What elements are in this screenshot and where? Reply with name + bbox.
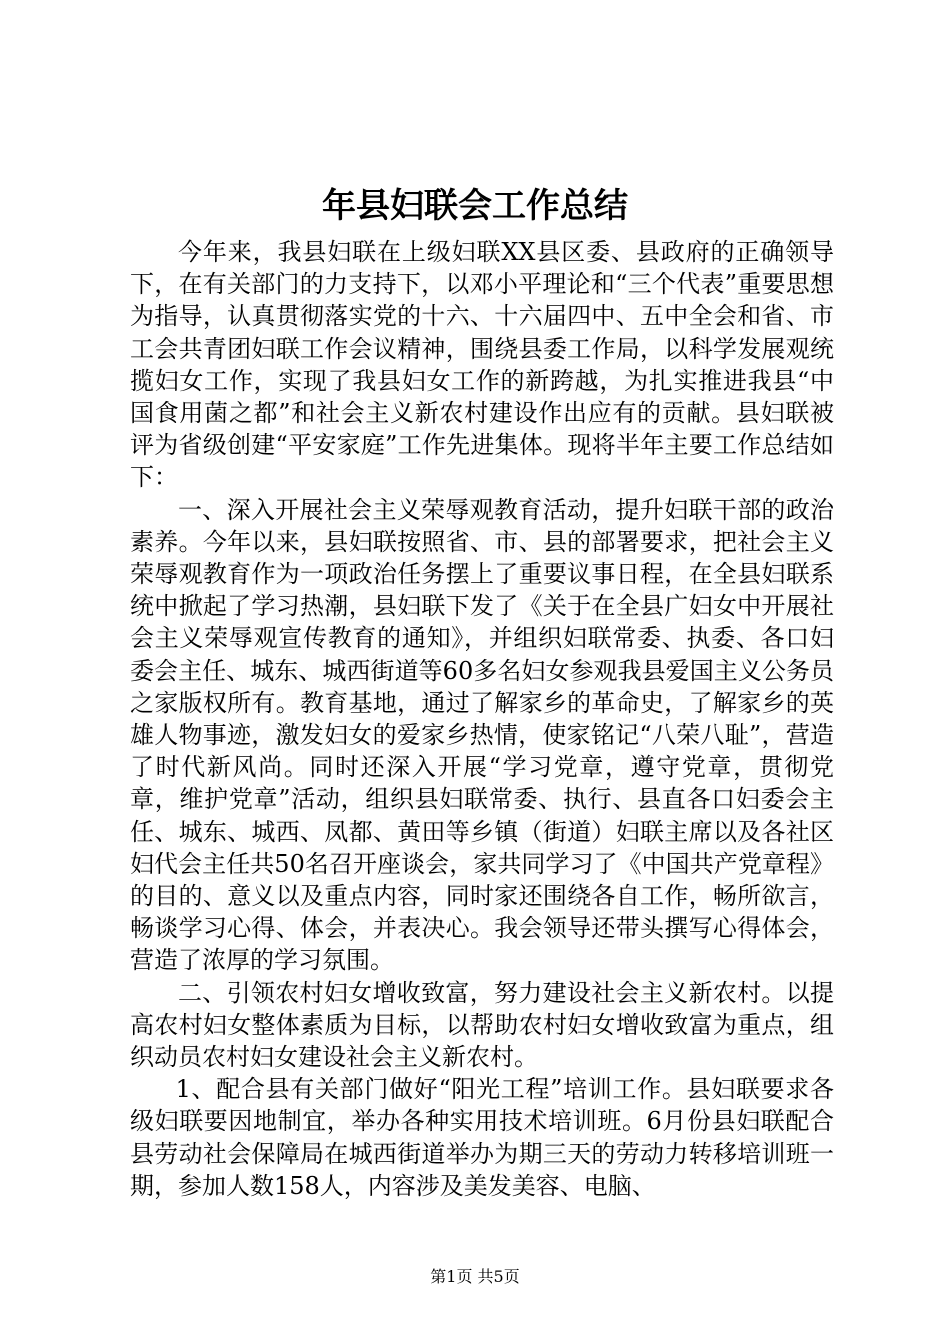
paragraph-section-1: 一、深入开展社会主义荣辱观教育活动，提升妇联干部的政治素养。今年以来，县妇联按照省、市、县的部署要求，把社会主义荣辱观教育作为一项政治任务摆上了重要议事日程，在全县妇联系统中掀起了学习热潮，县妇联下发了《关于在全县广妇女中开展社会主义荣辱观宣传教育的通知》，并组织妇联常委、执委、各口妇委会主任、城东、城西街道等60多名妇女参观我县爱国主义公务员之家版权所有。教育基地，通过了解家乡的革命史，了解家乡的英雄人物事迹，激发妇女的爱家乡热情，使家铭记“八荣八耻”，营造了时代新风尚。同时还深入开展“学习党章，遵守党章，贯彻党章，维护党章”活动，组织县妇联常委、执行、县直各口妇委会主任、城东、城西、凤都、黄田等乡镇（街道）妇联主席以及各社区妇代会主任共50名召开座谈会，家共同学习了《中国共产党章程》的目的、意义以及重点内容，同时家还围绕各自工作，畅所欲言，畅谈学习心得、体会，并表决心。我会领导还带头撰写心得体会，营造了浓厚的学习氛围。 bbox=[130, 495, 834, 975]
paragraph-intro: 今年来，我县妇联在上级妇联XX县区委、县政府的正确领导下，在有关部门的力支持下，以邓小平理论和“三个代表”重要思想为指导，认真贯彻落实党的十六、十六届四中、五中全会和省、市工会共青团妇联工作会议精神，围绕县委工作局，以科学发展观统揽妇女工作，实现了我县妇女工作的新跨越，为扎实推进我县“中国食用菌之都”和社会主义新农村建设作出应有的贡献。县妇联被评为省级创建“平安家庭”工作先进集体。现将半年主要工作总结如下： bbox=[130, 238, 834, 492]
document-title: 年县妇联会工作总结 bbox=[322, 186, 628, 226]
document-body bbox=[130, 236, 834, 1202]
paragraph-item-1: 1、配合县有关部门做好“阳光工程”培训工作。县妇联要求各级妇联要因地制宜，举办各种实用技术培训班。6月份县妇联配合县劳动社会保障局在城西街道举办为期三天的劳动力转移培训班一期，参加人数158人，内容涉及美发美容、电脑、 bbox=[130, 1075, 834, 1200]
paragraph-section-2: 二、引领农村妇女增收致富，努力建设社会主义新农村。以提高农村妇女整体素质为目标，以帮助农村妇女增收致富为重点，组织动员农村妇女建设社会主义新农村。 bbox=[130, 978, 834, 1072]
page-footer: 第1页 共5页 bbox=[430, 1267, 520, 1286]
